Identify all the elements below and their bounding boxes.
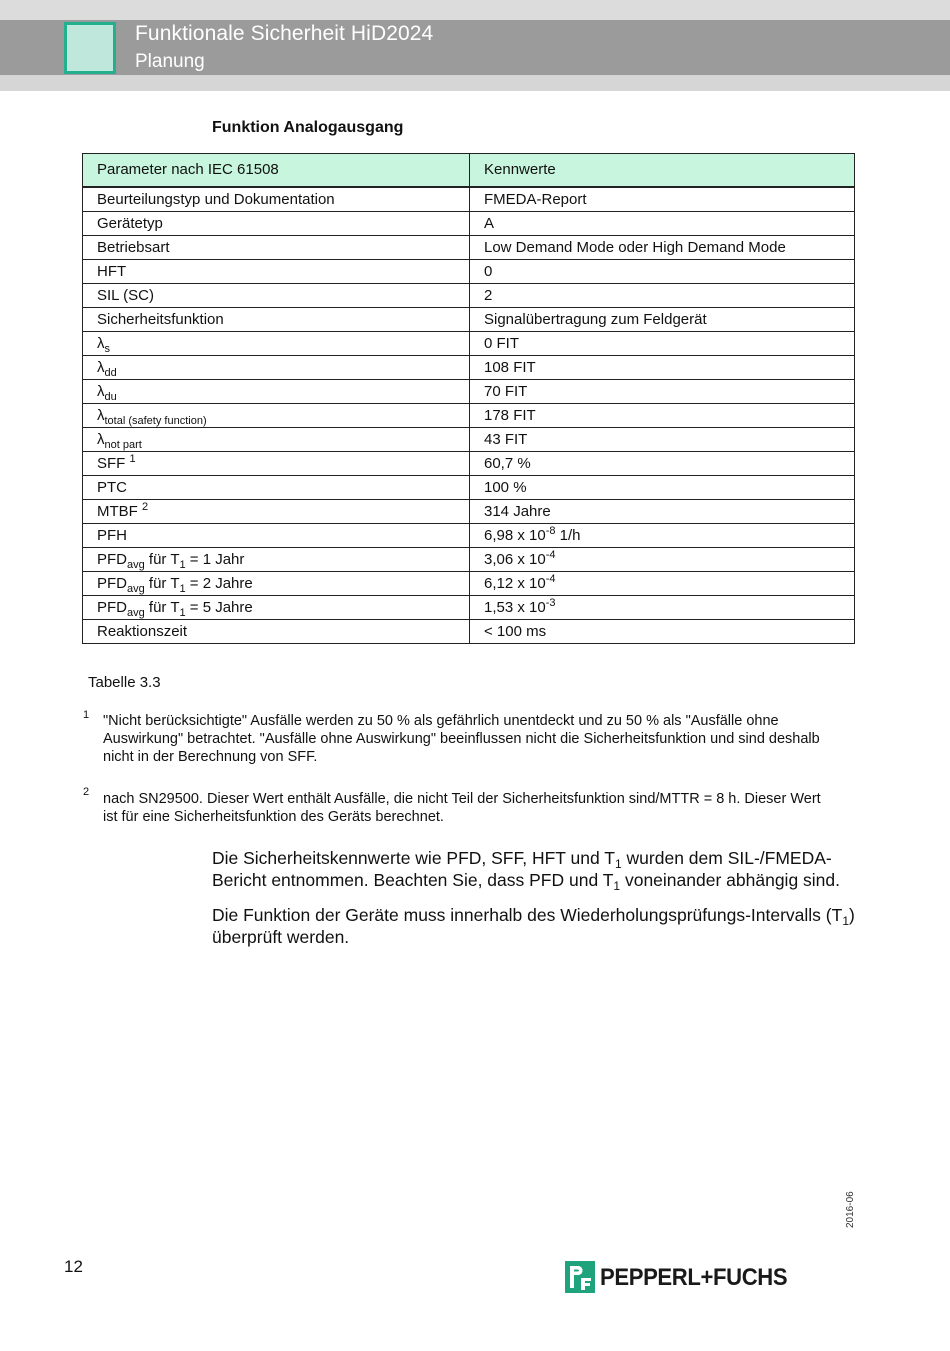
parameter-cell: $\lambda_{total (safety function)}$ <box>83 404 470 428</box>
table-row <box>83 260 855 284</box>
table-row <box>83 236 855 260</box>
edition-date: 2016-06 <box>845 1191 856 1228</box>
paragraph-safety-values: Die Sicherheitskennwerte wie PFD, SFF, HFT und $T_1$ wurden dem SIL-/FMEDA-Bericht entnommen. Beachten Sie, dass PFD und $T_1$ voneinander abhängig sind. <box>212 848 841 893</box>
parameter-cell: SIL (SC) <box>83 284 470 308</box>
parameter-cell: Sicherheitsfunktion <box>83 308 470 332</box>
parameter-cell: $\lambda_{du}$ <box>83 380 470 404</box>
top-strip <box>0 0 950 20</box>
logo-wordmark: PEPPERL+FUCHS <box>600 1264 788 1291</box>
table-row <box>83 524 855 548</box>
value-cell: 314 Jahre <box>470 500 855 524</box>
value-cell: Signalübertragung zum Feldgerät <box>470 308 855 332</box>
header-underline <box>0 75 950 91</box>
paragraph-proof-test: Die Funktion der Geräte muss innerhalb des Wiederholungsprüfungs-Intervalls $(T_1)$ überprüft werden. <box>212 905 855 947</box>
document-title: Funktionale Sicherheit HiD2024 <box>135 22 434 45</box>
parameter-cell: $PFD_{avg}$ für $T_1 = 2$ Jahre <box>83 572 470 596</box>
parameter-cell: HFT <box>83 260 470 284</box>
value-cell: 0 <box>470 260 855 284</box>
table-header-row <box>83 154 855 188</box>
parameter-table <box>82 153 855 644</box>
column-header-values: Kennwerte <box>470 154 855 188</box>
value-cell: 2 <box>470 284 855 308</box>
value-cell: Low Demand Mode oder High Demand Mode <box>470 236 855 260</box>
table-caption: Tabelle 3.3 <box>88 674 161 691</box>
parameter-cell: $PFD_{avg}$ für $T_1 = 1$ Jahr <box>83 548 470 572</box>
table-row <box>83 500 855 524</box>
table-row <box>83 476 855 500</box>
page-number: 12 <box>64 1257 83 1276</box>
table-row <box>83 548 855 572</box>
parameter-cell: Beurteilungstyp und Dokumentation <box>83 187 470 212</box>
value-cell: 6,98 x $10^{-8}$ 1/h <box>470 524 855 548</box>
footnote-1-number: 1 <box>83 709 90 721</box>
value-cell: 60,7 % <box>470 452 855 476</box>
pf-logo-icon <box>565 1261 595 1293</box>
parameter-cell: Gerätetyp <box>83 212 470 236</box>
parameter-cell: $\lambda_{dd}$ <box>83 356 470 380</box>
table-row <box>83 572 855 596</box>
parameter-cell: PTC <box>83 476 470 500</box>
parameter-cell: $\lambda_{not part}$ <box>83 428 470 452</box>
table-row <box>83 284 855 308</box>
header-logo-square <box>64 22 116 74</box>
parameter-cell: $PFD_{avg}$ für $T_1 = 5$ Jahre <box>83 596 470 620</box>
value-cell: A <box>470 212 855 236</box>
column-header-parameter: Parameter nach IEC 61508 <box>83 154 470 188</box>
footnote-2-number: 2 <box>83 786 90 798</box>
table-row <box>83 212 855 236</box>
parameter-cell: $\lambda_s$ <box>83 332 470 356</box>
table-row <box>83 620 855 644</box>
section-title: Funktion Analogausgang <box>212 119 404 136</box>
chapter-title: Planung <box>135 51 205 72</box>
parameter-cell: PFH <box>83 524 470 548</box>
table-row <box>83 356 855 380</box>
value-cell: 70 FIT <box>470 380 855 404</box>
value-cell: 0 FIT <box>470 332 855 356</box>
table-row <box>83 187 855 212</box>
value-cell: FMEDA-Report <box>470 187 855 212</box>
value-cell: 100 % <box>470 476 855 500</box>
value-cell: < 100 ms <box>470 620 855 644</box>
table-row <box>83 428 855 452</box>
table-row <box>83 380 855 404</box>
parameter-cell: MTBF $^2$ <box>83 500 470 524</box>
table-row <box>83 308 855 332</box>
table-row <box>83 332 855 356</box>
value-cell: 108 FIT <box>470 356 855 380</box>
value-cell: 178 FIT <box>470 404 855 428</box>
parameter-cell: Betriebsart <box>83 236 470 260</box>
footnote-1-text: "Nicht berücksichtigte" Ausfälle werden zu 50 % als gefährlich unentdeckt und zu 50 % als "Ausfälle ohne Auswirkung" betrachtet. "Ausfälle ohne Auswirkung" beeinflussen nicht die Sicherheitsfunktion und sind deshalb nicht in der Berechnung von SFF. <box>103 713 820 765</box>
value-cell: 1,53 x $10^{-3}$ <box>470 596 855 620</box>
parameter-cell: SFF $^1$ <box>83 452 470 476</box>
parameter-cell: Reaktionszeit <box>83 620 470 644</box>
value-cell: 43 FIT <box>470 428 855 452</box>
table-row <box>83 404 855 428</box>
footnote-2-text: nach SN29500. Dieser Wert enthält Ausfälle, die nicht Teil der Sicherheitsfunktion sind/MTTR = 8 h. Dieser Wert ist für eine Sicherheitsfunktion des Geräts berechnet. <box>103 791 821 825</box>
value-cell: 3,06 x $10^{-4}$ <box>470 548 855 572</box>
table-row <box>83 452 855 476</box>
value-cell: 6,12 x $10^{-4}$ <box>470 572 855 596</box>
table-row <box>83 596 855 620</box>
